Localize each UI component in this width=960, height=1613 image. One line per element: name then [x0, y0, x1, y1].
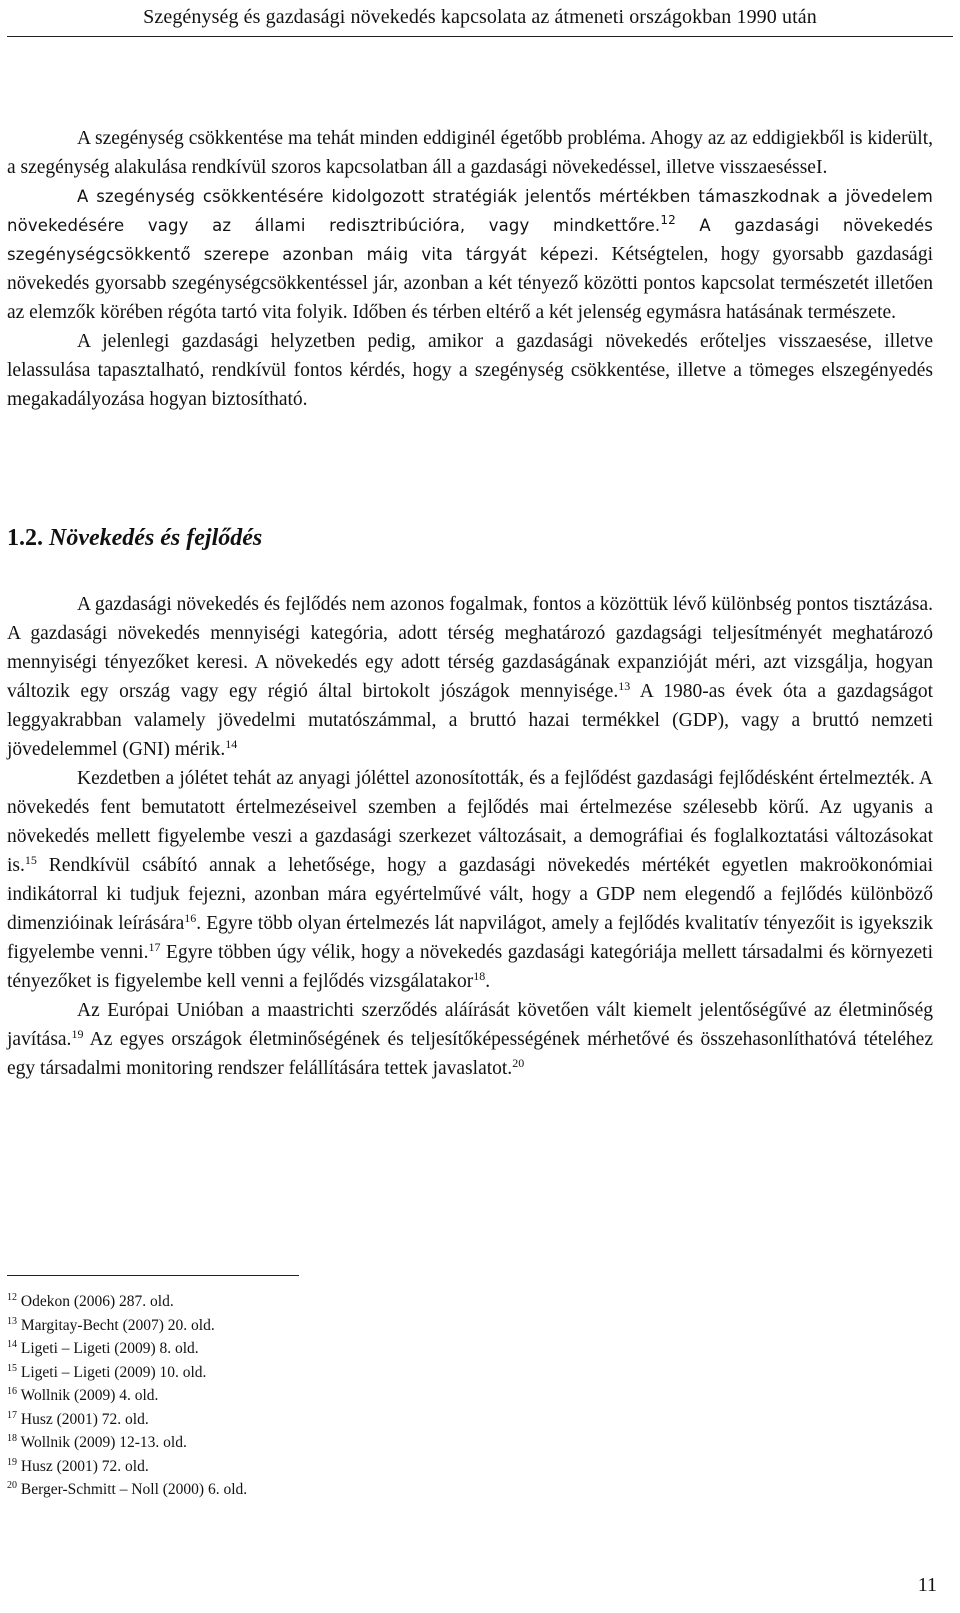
footnote-ref[interactable]: 20 [512, 1056, 525, 1070]
footnote-ref[interactable]: 19 [71, 1027, 84, 1041]
footnote-text: Husz (2001) 72. old. [20, 1457, 149, 1475]
footnote-number: 13 [7, 1315, 17, 1327]
paragraph-text: A gazdasági növekedés szegénységcsökkentő szerepe azonban máig vita tárgyát képezi. [7, 216, 933, 264]
paragraph-text: A szegénység csökkentése ma tehát minden eddiginél égetőbb probléma. Ahogy az az eddigiekből is kiderült, a szegénység alakulása rendkívül szoros kapcsolatban áll a gazdasági növekedéssel, illetve visszaesésseI. [7, 128, 933, 178]
paragraph-text: . [485, 971, 491, 992]
paragraph [7, 327, 933, 414]
footnote-text: Wollnik (2009) 4. old. [20, 1387, 159, 1404]
footnote [7, 1314, 507, 1338]
footnotes [7, 1290, 507, 1502]
paragraph-text: Az egyes országok életminőségének és teljesítőképességének mérhetővé és összehasonlíthatóvá tételéhez egy társadalmi monitoring rendszer felállítására tettek javaslatot. [7, 1029, 933, 1079]
footnote-number: 16 [7, 1386, 17, 1397]
section-heading [7, 523, 262, 553]
paragraph-text: Kétségtelen, hogy gyorsabb gazdasági növekedés gyorsabb szegénységcsökkentéssel jár, azonban a két tényező közötti pontos kapcsolat természetét illetően az elemzők körében régóta tartó vita folyik. Időben és térben eltérő a két jelenség egymásra hatásának természete. [7, 244, 933, 323]
paragraph-text: A 1980-as évek óta a gazdagságot leggyakrabban valamely jövedelmi mutatószámmal, a bruttó hazai termékkel (GDP), vagy a bruttó nemzeti jövedelemmel (GNI) mérik. [7, 681, 933, 760]
footnote [7, 1455, 507, 1479]
footnote-ref[interactable]: 14 [225, 737, 238, 751]
footnote-ref[interactable]: 15 [24, 853, 37, 867]
paragraph [7, 996, 933, 1083]
running-header: Szegénység és gazdasági növekedés kapcsolata az átmeneti országokban 1990 után [143, 6, 817, 28]
footnote-number: 19 [7, 1456, 17, 1468]
paragraph [7, 764, 933, 996]
footnote-text: Ligeti – Ligeti (2009) 8. old. [20, 1340, 199, 1357]
paragraph-text: Kezdetben a jólétet tehát az anyagi jóléttel azonosították, és a fejlődést gazdasági fejlődésként értelmezték. A növekedés fent bemutatott értelmezéseivel szemben a fejlődés mai értelmezése szélesebb körű. Az ugyanis a növekedés mellett figyelembe veszi a gazdasági szerkezet változásait, a demográfiai és foglalkoztatási változásokat is. [7, 768, 933, 876]
footnote-number: 15 [7, 1362, 17, 1374]
paragraph [7, 182, 933, 327]
footnote [7, 1431, 507, 1455]
paragraph-text: A szegénység csökkentésére kidolgozott stratégiák jelentős mértékben támaszkodnak a jövedelem növekedésére vagy az állami redisztribúcióra, vagy mindkettőre. [7, 187, 933, 235]
paragraph-text: . Egyre több olyan értelmezés lát napvilágot, amely a fejlődés kvalitatív tényezőit is igyekszik figyelembe venni. [7, 913, 933, 963]
footnote-text: Ligeti – Ligeti (2009) 10. old. [20, 1363, 207, 1381]
footnote-ref[interactable]: 17 [148, 940, 161, 954]
footnote [7, 1478, 507, 1502]
paragraph [7, 124, 933, 182]
page-number: 11 [917, 1574, 937, 1596]
footnote-text: Odekon (2006) 287. old. [20, 1293, 174, 1310]
paragraph-text: Rendkívül csábító annak a lehetősége, hogy a gazdasági növekedés mértékét egyetlen makroökonómiai indikátorral ki tudjuk fejezni, azonban mára egyértelművé vált, hogy a GDP nem elegendő a fejlődés különböző dimenzióinak leírására [7, 855, 933, 934]
footnote-separator [7, 1275, 299, 1276]
footnote-number: 17 [7, 1409, 17, 1421]
footnote-text: Berger-Schmitt – Noll (2000) 6. old. [20, 1481, 248, 1498]
footnote-number: 18 [7, 1433, 17, 1444]
paragraph-text: Az Európai Unióban a maastrichti szerződés aláírását követően vált kiemelt jelentőségűvé az életminőség javítása. [7, 1000, 933, 1050]
main-text [7, 590, 933, 1083]
footnote-ref[interactable]: 16 [184, 911, 197, 925]
footnote [7, 1408, 507, 1432]
footnote-number: 20 [7, 1480, 17, 1491]
footnote [7, 1384, 507, 1408]
section-number: 1.2. [7, 525, 43, 551]
footnote-text: Margitay-Becht (2007) 20. old. [20, 1316, 215, 1334]
footnote-number: 12 [7, 1292, 17, 1303]
footnote-number: 14 [7, 1339, 17, 1350]
footnote [7, 1337, 507, 1361]
footnote [7, 1290, 507, 1314]
footnote [7, 1361, 507, 1385]
footnote-ref[interactable]: 13 [618, 679, 631, 693]
paragraph-text: A jelenlegi gazdasági helyzetben pedig, amikor a gazdasági növekedés erőteljes visszaesése, illetve lelassulása tapasztalható, rendkívül fontos kérdés, hogy a szegénység csökkentése, illetve a tömeges elszegényedés megakadályozása hogyan biztosítható. [7, 331, 933, 410]
intro-text [7, 124, 933, 414]
footnote-ref[interactable]: 18 [473, 969, 486, 983]
header-rule [7, 36, 953, 37]
section-title: Növekedés és fejlődés [49, 525, 263, 551]
footnote-text: Wollnik (2009) 12-13. old. [20, 1434, 187, 1451]
paragraph [7, 590, 933, 764]
paragraph-text: Egyre többen úgy vélik, hogy a növekedés gazdasági kategóriája mellett társadalmi és környezeti tényezőket is figyelembe kell venni a fejlődés vizsgálatakor [7, 942, 933, 992]
footnote-text: Husz (2001) 72. old. [20, 1410, 149, 1428]
footnote-ref[interactable]: 12 [660, 213, 676, 227]
paragraph-text: A gazdasági növekedés és fejlődés nem azonos fogalmak, fontos a közöttük lévő különbség pontos tisztázása. A gazdasági növekedés mennyiségi kategória, adott térség meghatározó gazdagsági teljesítményét meghatározó mennyiségi tényezőket keresi. A növekedés egy adott térség gazdaságának expanzióját méri, azt vizsgálja, hogyan változik egy ország vagy egy régió által birtokolt jószágok mennyisége. [7, 594, 933, 702]
